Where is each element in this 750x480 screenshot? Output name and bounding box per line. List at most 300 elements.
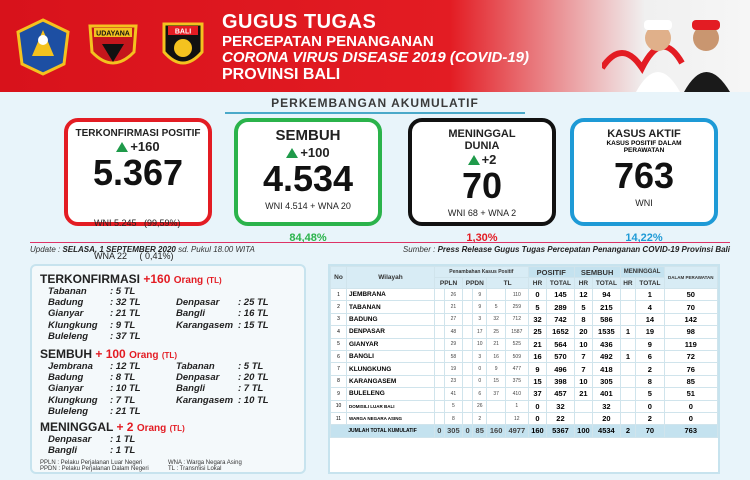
row-number: 5 [331,338,347,350]
recovered-detail-region: Denpasar [176,372,220,384]
col-recovered: SEMBUH [574,267,620,278]
table-cell: 9 [636,338,664,350]
row-number: 7 [331,363,347,375]
col-tl: TL [487,278,528,289]
recovered-detail-region: Klungkung [48,394,98,406]
confirmed-detail-item [176,286,296,297]
table-cell: 6 [473,388,487,400]
table-cell: 16 [487,350,505,362]
table-cell: 19 [444,363,462,375]
recovered-card [234,118,382,244]
table-cell: 3 [473,313,487,325]
table-cell: 58 [444,350,462,362]
table-cell [620,338,636,350]
table-cell: 3 [473,350,487,362]
region-name: BANGLI [347,350,435,362]
deaths-detail-item [48,434,296,445]
legend-item: PPLN : Pelaku Perjalanan Luar Negeri [40,460,143,467]
recovered-value: 4.534 [262,157,354,199]
confirmed-delta-value: +160 [130,139,160,154]
deaths-detail-count: : 1 TL [110,434,136,446]
confirmed-value: 5.367 [92,152,184,193]
confirmed-detail-region [176,331,238,342]
col-positive: POSITIF [528,267,574,278]
deaths-delta-value: +2 [481,152,497,168]
up-arrow-icon [116,142,128,152]
deaths-value: 70 [461,165,503,207]
deaths-detail-title [40,420,296,434]
header-banner [0,0,750,92]
confirmed-detail-label: TERKONFIRMASI [40,272,140,286]
table-cell: 32 [547,400,574,412]
table-cell: 142 [664,313,717,325]
recovered-detail-region: Buleleng [48,405,89,417]
table-cell: 16 [528,350,546,362]
table-cell: 9 [528,363,546,375]
table-cell: 70 [664,301,717,313]
table-cell [487,400,505,412]
table-cell: 98 [664,326,717,338]
region-table [330,266,718,438]
col-recovered-hr: HR [574,278,592,289]
table-cell: 48 [444,326,462,338]
table-cell: 70 [636,425,664,437]
table-cell: 0 [473,375,487,387]
table-cell: 1 [505,400,528,412]
table-cell: 457 [547,388,574,400]
row-number: 4 [331,326,347,338]
table-row [331,301,718,313]
confirmed-detail-region: Bangli [176,308,206,320]
active-label: KASUS AKTIF [607,128,681,140]
source-value: Press Release Gugus Tugas Percepatan Penanganan COVID-19 Provinsi Bali [437,245,730,254]
update-date-value: SELASA, 1 SEPTEMBER 2020 [62,245,176,254]
table-cell: 5367 [547,425,574,437]
table-cell: 305 [593,375,620,387]
table-cell: 564 [547,338,574,350]
recovered-detail-region: Badung [48,372,84,384]
recovered-detail-count: : 20 TL [238,372,269,384]
deaths-detail-item [48,445,296,456]
recovered-percent: 84,48% [289,232,327,244]
total-label: JUMLAH TOTAL KUMULATIF [331,425,435,437]
table-cell: 160 [487,425,505,437]
col-in-treatment: DALAM PERAWATAN [664,267,717,289]
row-number: 3 [331,313,347,325]
region-name: TABANAN [347,301,435,313]
confirmed-wni: WNI 5.245 (99,59%) [94,217,181,228]
table-cell [620,289,636,301]
table-cell [435,363,445,375]
table-cell: 17 [473,326,487,338]
table-cell: 4534 [593,425,620,437]
table-cell [463,350,473,362]
confirmed-detail-region: Buleleng [48,330,89,342]
table-cell: 570 [547,350,574,362]
up-arrow-icon [468,155,480,165]
table-cell: 586 [593,313,620,325]
row-number: 2 [331,301,347,313]
confirmed-detail-item [48,308,168,319]
recovered-delta-value: +100 [300,144,330,160]
region-name: JEMBRANA [347,289,435,301]
region-name: WARGA NEGARA ASING [347,412,435,424]
legend-item: PPDN : Pelaku Perjalanan Dalam Negeri [40,466,149,473]
table-cell [574,400,592,412]
table-cell: 14 [636,313,664,325]
table-cell: 6 [636,350,664,362]
row-number: 9 [331,388,347,400]
table-cell: 21 [574,388,592,400]
table-cell: 1535 [593,326,620,338]
recovered-detail-tag: (TL) [161,351,177,361]
recovered-detail-region [176,406,238,417]
table-cell [463,388,473,400]
abbreviation-legend [40,460,296,472]
table-cell [620,301,636,313]
table-cell: 76 [664,363,717,375]
recovered-detail-region: Jembrana [48,361,93,373]
confirmed-breakdown [40,286,296,342]
table-cell [620,363,636,375]
table-cell: 0 [463,425,473,437]
confirmed-detail-title [40,272,296,286]
row-number: 10 [331,400,347,412]
logo-group [14,18,212,76]
table-cell: 0 [528,400,546,412]
confirmed-detail-region: Badung [48,297,84,309]
table-cell: 2 [473,412,487,424]
active-card [570,118,718,244]
table-row [331,412,718,424]
confirmed-detail-item [48,320,168,331]
confirmed-detail-count: : 37 TL [110,330,141,342]
up-arrow-icon [286,148,298,158]
table-cell: 5 [487,301,505,313]
table-cell [620,388,636,400]
recovered-detail-delta: + 100 [95,347,126,362]
col-deaths-total: TOTAL [636,278,664,289]
confirmed-detail-unit: Orang [173,275,204,286]
table-cell [435,326,445,338]
table-cell: 51 [664,388,717,400]
table-cell [463,375,473,387]
confirmed-detail-region: Denpasar [176,297,220,309]
table-cell: 25 [487,326,505,338]
table-cell [463,326,473,338]
table-cell [620,313,636,325]
content-panel [0,92,750,480]
region-name: DOMISILI LUAR BALI [347,400,435,412]
table-cell: 2 [636,412,664,424]
title-line-2: PERCEPATAN PENANGANAN [222,32,434,50]
recovered-detail-title [40,347,296,361]
table-cell: 12 [574,289,592,301]
table-cell: 742 [547,313,574,325]
table-cell: 20 [593,412,620,424]
table-cell: 436 [593,338,620,350]
table-cell [435,313,445,325]
daily-detail-box [30,264,306,474]
recovered-detail-region: Bangli [176,383,206,395]
col-positive-hr: HR [528,278,546,289]
confirmed-detail-region: Karangasem [176,319,234,331]
confirmed-detail-delta: +160 [143,272,171,286]
table-cell: 37 [528,388,546,400]
table-cell: 5 [444,400,462,412]
table-cell [463,301,473,313]
table-cell [435,400,445,412]
table-cell: 21 [528,338,546,350]
table-cell: 50 [664,289,717,301]
region-name: GIANYAR [347,338,435,350]
table-cell [435,289,445,301]
table-cell: 259 [505,301,528,313]
table-cell: 94 [593,289,620,301]
region-name: KLUNGKUNG [347,363,435,375]
table-cell: 375 [505,375,528,387]
confirmed-detail-count: : 15 TL [238,319,269,331]
table-cell: 712 [505,313,528,325]
recovered-detail-count: : 12 TL [110,361,141,373]
table-cell [463,363,473,375]
header-title [222,12,529,83]
update-date [30,245,255,254]
table-cell: 7 [574,350,592,362]
table-cell [620,412,636,424]
region-name: DENPASAR [347,326,435,338]
officials-photo [602,8,742,92]
table-cell: 10 [574,375,592,387]
deaths-detail-region: Bangli [48,445,78,457]
table-row [331,338,718,350]
table-row [331,350,718,362]
table-cell [463,313,473,325]
confirmed-label: TERKONFIRMASI POSITIF [75,128,201,139]
confirmed-detail-region [176,286,238,297]
confirmed-detail-region: Gianyar [48,308,84,320]
legend-item: TL : Transmisi Lokal [168,466,222,473]
table-cell: 15 [528,375,546,387]
confirmed-detail-item [176,308,296,319]
table-cell: 496 [547,363,574,375]
update-time: sd. Pukul 18.00 WITA [175,245,255,254]
table-cell: 9 [487,363,505,375]
table-cell [463,289,473,301]
deaths-note: WNI 68 + WNA 2 [447,208,517,219]
recovered-detail-item [176,361,296,372]
table-cell [487,289,505,301]
table-cell: 0 [435,425,445,437]
deaths-detail-unit: Orang [136,423,167,435]
table-row [331,375,718,387]
col-ppdn: PPDN [463,278,487,289]
recovered-detail-count: : 10 TL [110,383,141,395]
table-row [331,400,718,412]
table-cell: 41 [444,388,462,400]
table-cell: 29 [444,338,462,350]
table-total-row [331,425,718,437]
recovered-detail-item [48,395,168,406]
table-cell: 25 [528,326,546,338]
table-cell: 85 [664,375,717,387]
table-cell: 0 [528,412,546,424]
table-cell: 5 [528,301,546,313]
confirmed-detail-count: : 32 TL [110,297,141,309]
confirmed-detail-item [48,331,168,342]
confirmed-detail-count: : 21 TL [110,308,141,320]
table-row [331,313,718,325]
table-cell: 4977 [505,425,528,437]
recovered-detail-item [176,372,296,383]
table-cell: 10 [473,338,487,350]
confirmed-detail-item [176,297,296,308]
col-no: No [331,267,347,289]
recovered-detail-item [48,383,168,394]
table-cell: 1587 [505,326,528,338]
table-cell: 110 [505,289,528,301]
table-cell: 398 [547,375,574,387]
table-cell: 20 [574,326,592,338]
table-cell [435,350,445,362]
table-cell: 15 [487,375,505,387]
confirmed-detail-item [48,286,168,297]
col-positive-total: TOTAL [547,278,574,289]
deaths-breakdown [40,434,296,456]
deaths-card [408,118,556,244]
title-line-3: CORONA VIRUS DISEASE 2019 (COVID-19) [222,48,530,66]
col-deaths: MENINGGAL [620,267,664,278]
recovered-detail-region: Tabanan [176,361,215,373]
table-cell [435,388,445,400]
table-cell: 32 [528,313,546,325]
table-cell: 509 [505,350,528,362]
confirmed-detail-region: Tabanan [48,286,87,297]
table-cell: 0 [636,400,664,412]
recovered-note: WNI 4.514 + WNA 20 [265,200,351,211]
table-cell: 1 [636,289,664,301]
table-cell: 0 [528,289,546,301]
table-cell: 8 [574,313,592,325]
row-number: 1 [331,289,347,301]
table-cell: 8 [636,375,664,387]
recovered-detail-label: SEMBUH [40,347,93,362]
recovered-detail-region: Karangasem [176,394,234,406]
section-title: PERKEMBANGAN AKUMULATIF [0,96,750,114]
table-cell: 0 [664,412,717,424]
recovered-detail-count: : 5 TL [238,361,264,373]
table-cell: 5 [574,301,592,313]
deaths-detail-region: Denpasar [48,434,92,446]
col-ppln: PPLN [435,278,463,289]
confirmed-detail-item [176,320,296,331]
table-cell: 2 [620,425,636,437]
table-cell: 72 [664,350,717,362]
source-prefix: Sumber : [402,245,438,254]
table-cell: 8 [444,412,462,424]
table-cell [435,301,445,313]
table-cell: 22 [547,412,574,424]
bali-province-logo [14,18,72,76]
table-cell: 215 [593,301,620,313]
confirmed-detail-item [48,297,168,308]
row-number: 11 [331,412,347,424]
recovered-detail-count: : 7 TL [110,394,136,406]
recovered-detail-count: : 21 TL [110,405,141,417]
col-recovered-total: TOTAL [593,278,620,289]
recovered-detail-count: : 10 TL [238,394,269,406]
table-cell: 26 [473,400,487,412]
recovered-label: SEMBUH [275,127,341,144]
active-value: 763 [613,155,675,197]
table-cell: 2 [636,363,664,375]
table-cell [435,375,445,387]
table-cell: 4 [636,301,664,313]
col-region: Wilayah [347,267,435,289]
table-cell [463,338,473,350]
table-cell: 5 [636,388,664,400]
table-row [331,363,718,375]
table-cell: 492 [593,350,620,362]
table-cell [574,412,592,424]
table-cell [620,400,636,412]
table-cell [435,412,445,424]
deaths-detail-delta: + 2 [116,420,134,435]
active-sublabel: KASUS POSITIF DALAM PERAWATAN [606,140,682,155]
table-cell: 100 [574,425,592,437]
update-row [30,242,730,254]
table-cell: 0 [664,400,717,412]
row-number: 8 [331,375,347,387]
table-cell: 401 [593,388,620,400]
region-name: KARANGASEM [347,375,435,387]
recovered-detail-count: : 7 TL [238,383,264,395]
udayana-logo [84,18,142,76]
table-cell [620,375,636,387]
update-prefix: Update : [30,245,63,254]
confirmed-detail-region: Klungkung [48,319,98,331]
region-name: BADUNG [347,313,435,325]
recovered-detail-item [48,361,168,372]
table-cell: 289 [547,301,574,313]
region-table-box [328,264,720,474]
deaths-detail-label: MENINGGAL [40,420,114,435]
table-cell: 27 [444,313,462,325]
table-cell: 7 [574,363,592,375]
active-note: WNI [635,198,653,209]
table-cell: 1 [620,326,636,338]
table-cell: 763 [664,425,717,437]
confirmed-detail-item [176,331,296,342]
table-cell: 477 [505,363,528,375]
active-percent: 14,22% [625,232,663,244]
table-cell: 26 [444,289,462,301]
confirmed-detail-count: : 5 TL [110,286,136,297]
table-cell: 418 [593,363,620,375]
col-new-cases-group: Penambahan Kasus Positif [435,267,529,278]
table-cell: 1 [620,350,636,362]
table-cell [435,338,445,350]
police-bali-logo [154,18,212,76]
table-cell: 19 [636,326,664,338]
recovered-detail-item [176,406,296,417]
confirmed-detail-count: : 16 TL [238,308,269,320]
table-cell [487,412,505,424]
table-cell: 305 [444,425,462,437]
table-cell: 32 [487,313,505,325]
table-cell: 12 [505,412,528,424]
table-cell: 23 [444,375,462,387]
